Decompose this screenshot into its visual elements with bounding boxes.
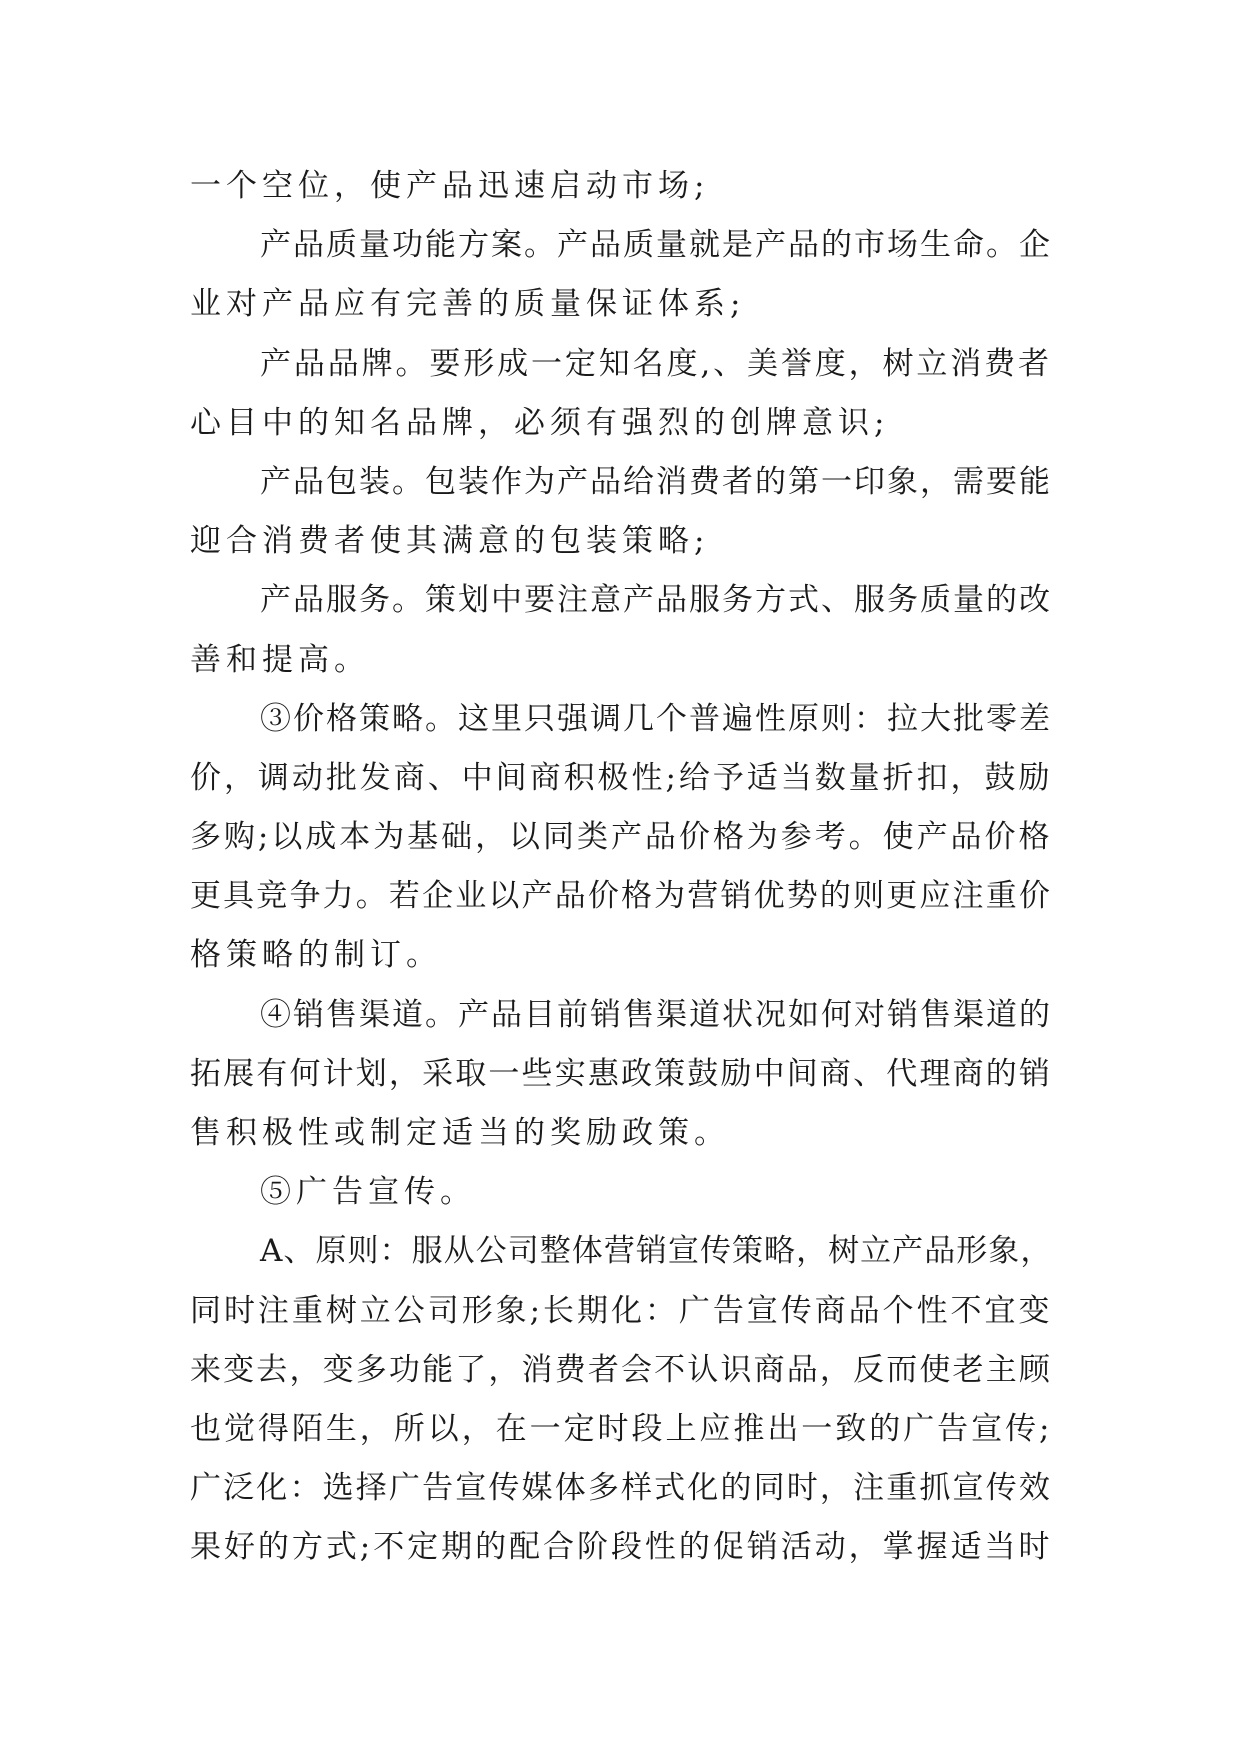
- text-line: 产品服务。策划中要注意产品服务方式、服务质量的改: [260, 582, 1052, 619]
- text-line: 格策略的制订。: [190, 937, 442, 974]
- text-line: ④销售渠道。产品目前销售渠道状况如何对销售渠道的: [260, 996, 1052, 1033]
- text-line: 价，调动批发商、中间商积极性;给予适当数量折扣，鼓励: [190, 759, 1053, 796]
- text-line: A、原则：服从公司整体营销宣传策略，树立产品形象，: [260, 1233, 1053, 1270]
- body-text: [190, 157, 1052, 1578]
- text-line: 售积极性或制定适当的奖励政策。: [190, 1115, 730, 1151]
- text-line: 业对产品应有完善的质量保证体系;: [190, 286, 746, 323]
- text-line: 迎合消费者使其满意的包装策略;: [190, 523, 710, 560]
- text-line: 也觉得陌生，所以，在一定时段上应推出一致的广告宣传;: [190, 1410, 1053, 1447]
- text-line: 一个空位，使产品迅速启动市场;: [190, 168, 710, 204]
- text-line: 产品质量功能方案。产品质量就是产品的市场生命。企: [260, 227, 1052, 264]
- text-line: 多购;以成本为基础，以同类产品价格为参考。使产品价格: [190, 819, 1053, 856]
- text-line: 产品品牌。要形成一定知名度,、美誉度，树立消费者: [260, 345, 1052, 382]
- text-line: ⑤广告宣传。: [260, 1174, 476, 1211]
- text-line: 善和提高。: [190, 641, 370, 678]
- text-line: 心目中的知名品牌，必须有强烈的创牌意识;: [190, 404, 890, 441]
- text-line: 来变去，变多功能了，消费者会不认识商品，反而使老主顾: [190, 1351, 1052, 1388]
- text-line: 同时注重树立公司形象;长期化：广告宣传商品个性不宜变: [190, 1292, 1053, 1329]
- text-line: 广泛化：选择广告宣传媒体多样式化的同时，注重抓宣传效: [190, 1470, 1052, 1507]
- text-line: 果好的方式;不定期的配合阶段性的促销活动，掌握适当时: [190, 1529, 1053, 1566]
- text-line: 拓展有何计划，采取一些实惠政策鼓励中间商、代理商的销: [190, 1055, 1052, 1092]
- text-line: 产品包装。包装作为产品给消费者的第一印象，需要能: [260, 463, 1052, 500]
- text-line: ③价格策略。这里只强调几个普遍性原则：拉大批零差: [260, 700, 1052, 737]
- text-line: 更具竞争力。若企业以产品价格为营销优势的则更应注重价: [190, 878, 1052, 915]
